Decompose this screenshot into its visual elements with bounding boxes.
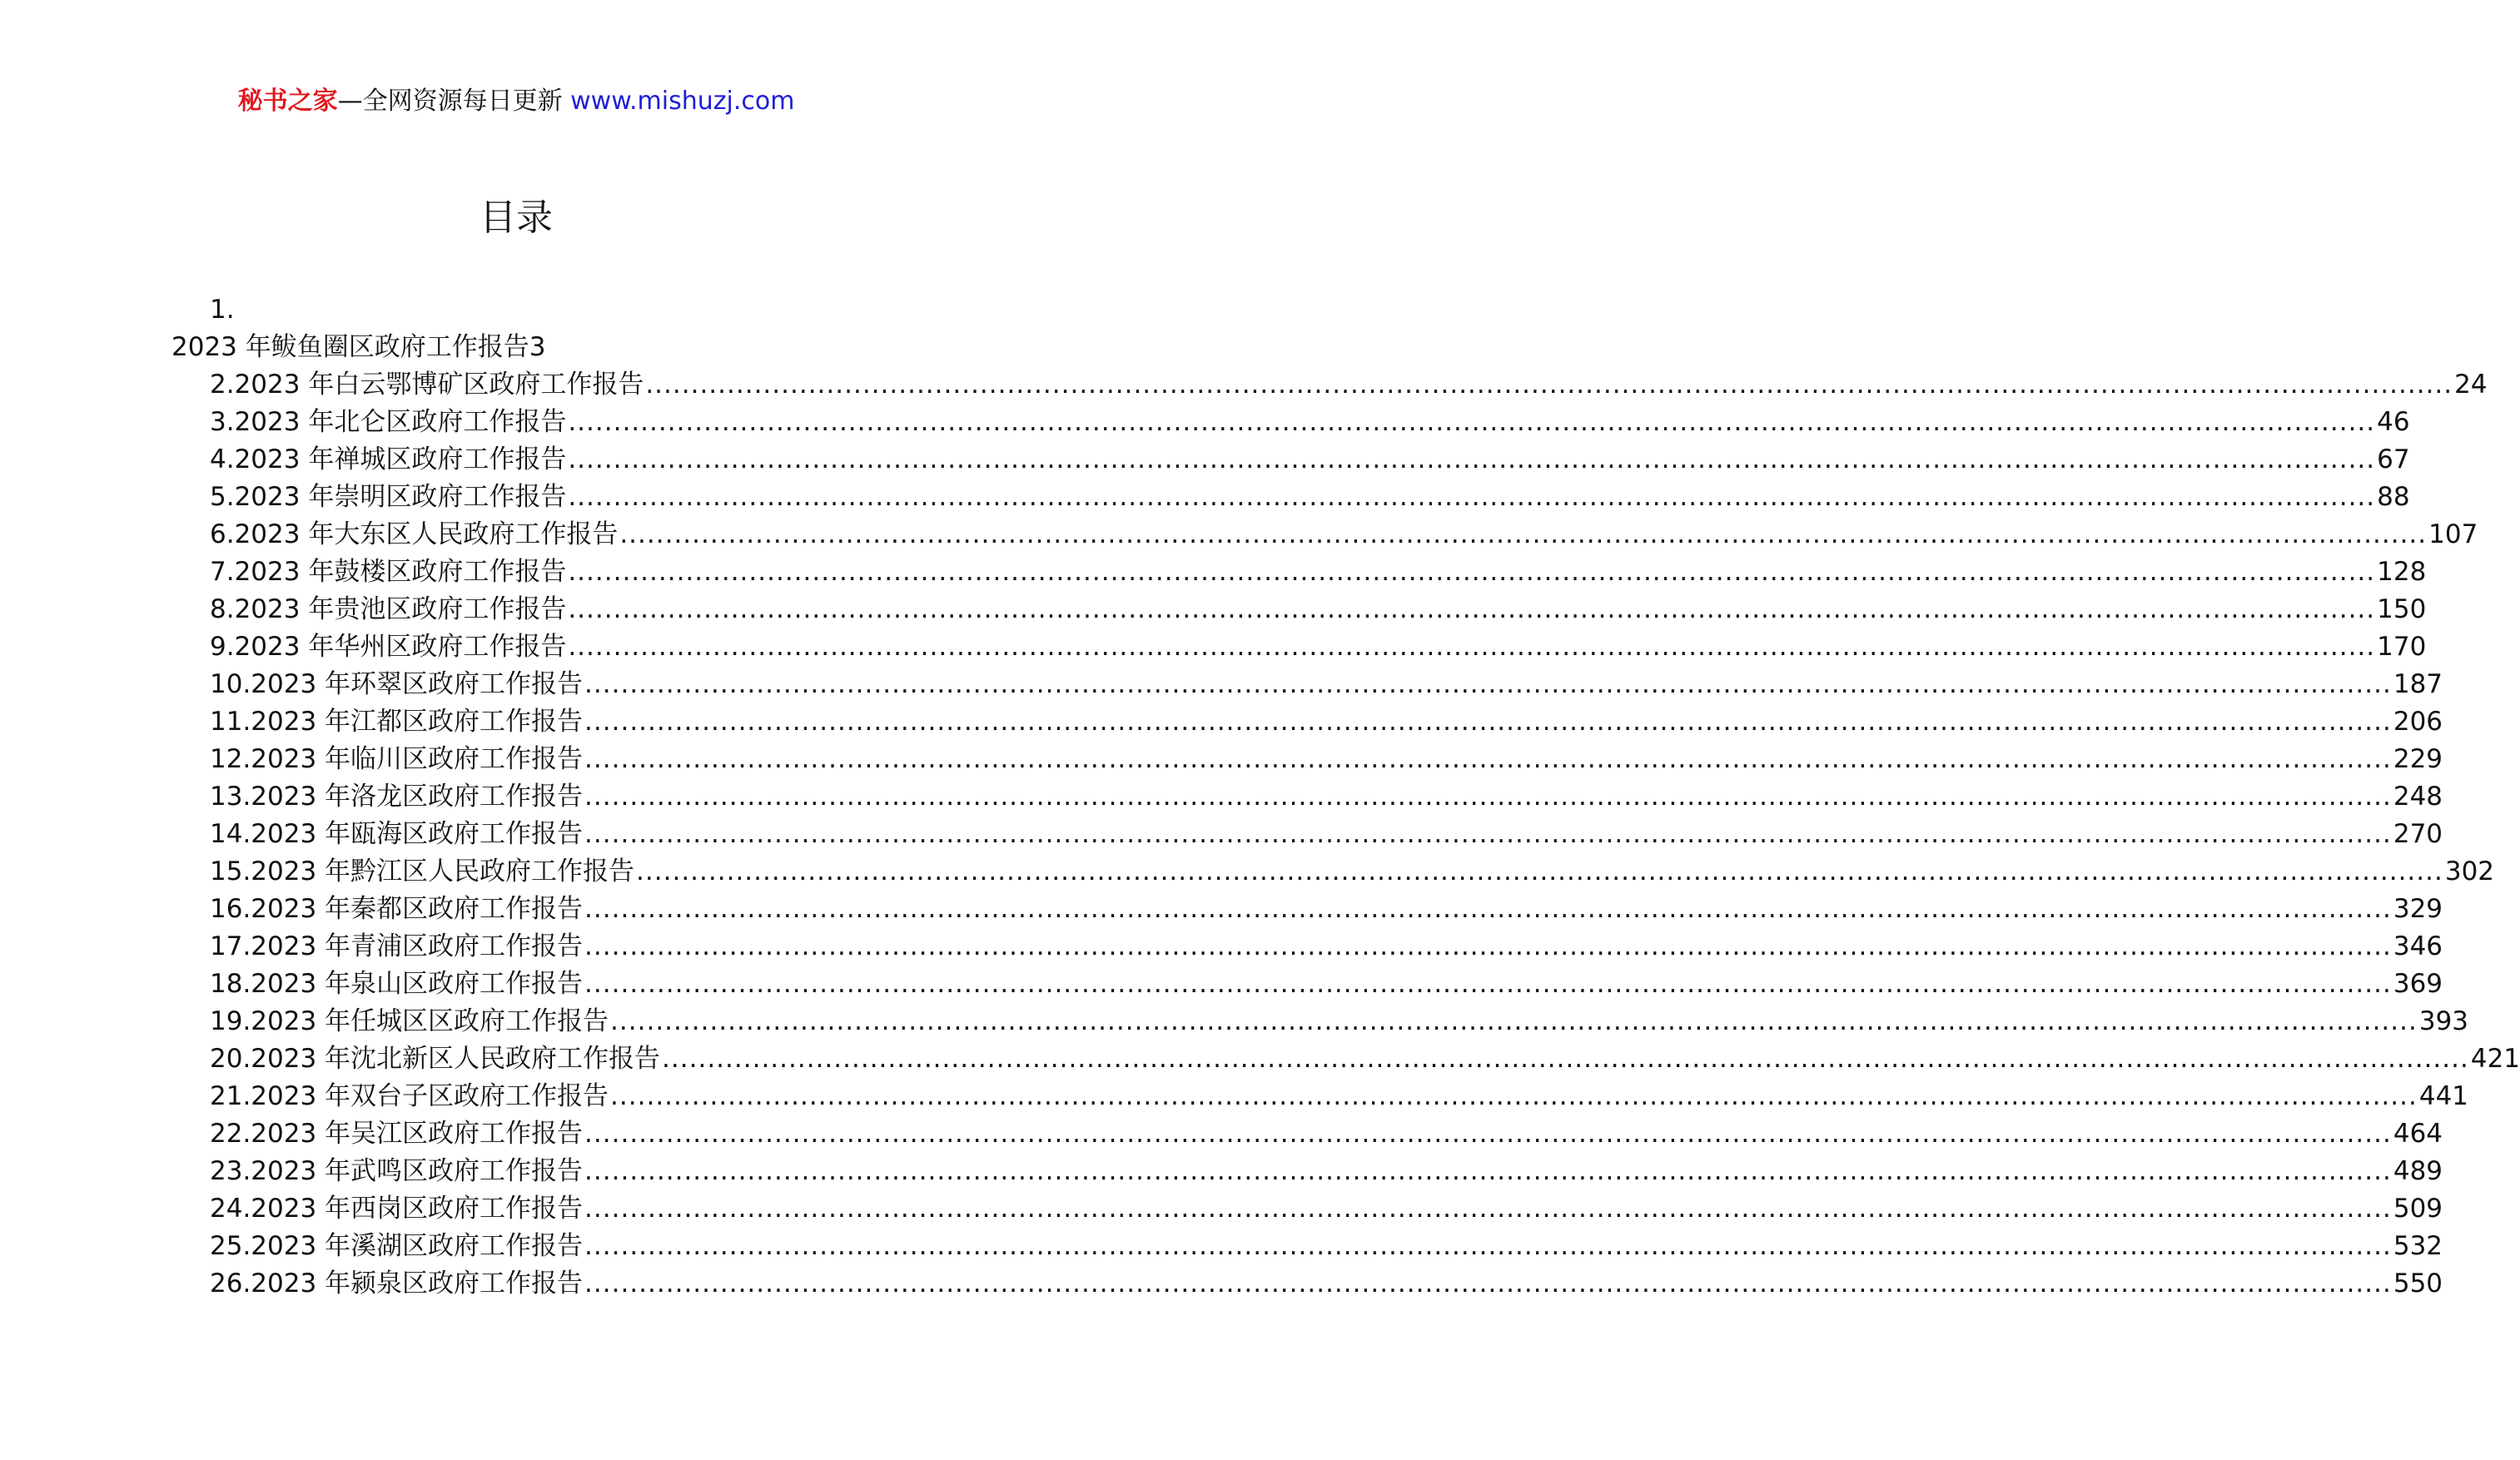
toc-entry[interactable] bbox=[210, 480, 2410, 518]
toc-dot-leader: ........................................................................................................................................................................................................ bbox=[584, 969, 2392, 999]
toc-entry[interactable] bbox=[210, 855, 2495, 892]
toc-entry-label: 5.2023 年崇明区政府工作报告 bbox=[210, 482, 567, 512]
toc-first-entry-text[interactable]: 2023 年鲅鱼圈区政府工作报告3 bbox=[171, 332, 546, 362]
toc-entry-label: 4.2023 年禅城区政府工作报告 bbox=[210, 444, 567, 474]
toc-entry-label: 24.2023 年西岗区政府工作报告 bbox=[210, 1194, 584, 1224]
toc-dot-leader: ........................................................................................................................................................................................................ bbox=[584, 1194, 2392, 1224]
toc-dot-leader: ........................................................................................................................................................................................................ bbox=[584, 894, 2392, 924]
toc-dot-leader: ........................................................................................................................................................................................................ bbox=[645, 370, 2453, 400]
toc-dot-leader: ........................................................................................................................................................................................................ bbox=[568, 444, 2376, 474]
toc-entry[interactable] bbox=[210, 1117, 2443, 1155]
toc-entry-label: 2.2023 年白云鄂博矿区政府工作报告 bbox=[210, 370, 644, 400]
toc-entry[interactable] bbox=[210, 1267, 2443, 1304]
toc-dot-leader: ........................................................................................................................................................................................................ bbox=[610, 1006, 2418, 1036]
toc-entry[interactable] bbox=[210, 742, 2443, 780]
toc-entry-page-number: 421 bbox=[2470, 1044, 2520, 1074]
toc-entry-page-number: 464 bbox=[2393, 1119, 2443, 1149]
toc-entry-page-number: 46 bbox=[2377, 407, 2410, 437]
toc-entry-label: 13.2023 年洛龙区政府工作报告 bbox=[210, 782, 584, 812]
toc-entry-page-number: 170 bbox=[2377, 632, 2427, 662]
toc-entry-label: 8.2023 年贵池区政府工作报告 bbox=[210, 594, 567, 624]
toc-dot-leader: ........................................................................................................................................................................................................ bbox=[568, 482, 2376, 512]
toc-entry-label: 17.2023 年青浦区政府工作报告 bbox=[210, 931, 584, 961]
toc-entry-page-number: 441 bbox=[2418, 1081, 2469, 1111]
toc-entry[interactable] bbox=[210, 1155, 2443, 1192]
toc-dot-leader: ........................................................................................................................................................................................................ bbox=[619, 519, 2428, 549]
toc-entry-label: 22.2023 年吴江区政府工作报告 bbox=[210, 1119, 584, 1149]
toc-entry-page-number: 206 bbox=[2393, 707, 2443, 737]
toc-dot-leader: ........................................................................................................................................................................................................ bbox=[584, 1156, 2392, 1186]
toc-entry-label: 7.2023 年鼓楼区政府工作报告 bbox=[210, 557, 567, 587]
toc-entry-label: 21.2023 年双台子区政府工作报告 bbox=[210, 1081, 609, 1111]
toc-dot-leader: ........................................................................................................................................................................................................ bbox=[584, 669, 2392, 699]
site-url-link[interactable]: www.mishuzj.com bbox=[570, 87, 795, 116]
toc-dot-leader: ........................................................................................................................................................................................................ bbox=[584, 819, 2392, 849]
toc-entry[interactable] bbox=[210, 593, 2427, 630]
page-title: 目录 bbox=[480, 196, 553, 239]
toc-first-entry-number[interactable]: 1. bbox=[210, 295, 235, 325]
toc-entry-page-number: 67 bbox=[2377, 444, 2410, 474]
toc-entry-label: 16.2023 年秦都区政府工作报告 bbox=[210, 894, 584, 924]
toc-dot-leader: ........................................................................................................................................................................................................ bbox=[584, 782, 2392, 812]
toc-dot-leader: ........................................................................................................................................................................................................ bbox=[568, 632, 2376, 662]
toc-entry[interactable] bbox=[210, 1005, 2469, 1042]
toc-entry[interactable] bbox=[210, 817, 2443, 855]
toc-entry-label: 12.2023 年临川区政府工作报告 bbox=[210, 744, 584, 774]
toc-entry-label: 9.2023 年华州区政府工作报告 bbox=[210, 632, 567, 662]
toc-entry-label: 10.2023 年环翠区政府工作报告 bbox=[210, 669, 584, 699]
toc-entry-label: 18.2023 年泉山区政府工作报告 bbox=[210, 969, 584, 999]
toc-entry[interactable] bbox=[210, 443, 2410, 480]
toc-entry-page-number: 88 bbox=[2377, 482, 2410, 512]
toc-entry-label: 15.2023 年黔江区人民政府工作报告 bbox=[210, 857, 635, 886]
toc-dot-leader: ........................................................................................................................................................................................................ bbox=[662, 1044, 2469, 1074]
toc-entry-page-number: 532 bbox=[2393, 1231, 2443, 1261]
toc-entry-label: 11.2023 年江都区政府工作报告 bbox=[210, 707, 584, 737]
toc-dot-leader: ........................................................................................................................................................................................................ bbox=[584, 1119, 2392, 1149]
toc-entry-label: 6.2023 年大东区人民政府工作报告 bbox=[210, 519, 619, 549]
table-of-contents bbox=[210, 368, 2520, 1304]
toc-entry-label: 23.2023 年武鸣区政府工作报告 bbox=[210, 1156, 584, 1186]
toc-entry[interactable] bbox=[210, 368, 2488, 405]
toc-entry[interactable] bbox=[210, 630, 2427, 668]
toc-dot-leader: ........................................................................................................................................................................................................ bbox=[584, 1269, 2392, 1299]
toc-entry-page-number: 329 bbox=[2393, 894, 2443, 924]
toc-dot-leader: ........................................................................................................................................................................................................ bbox=[568, 557, 2376, 587]
toc-entry-page-number: 393 bbox=[2418, 1006, 2469, 1036]
toc-entry[interactable] bbox=[210, 930, 2443, 967]
toc-entry[interactable] bbox=[210, 967, 2443, 1005]
toc-entry[interactable] bbox=[210, 705, 2443, 742]
toc-dot-leader: ........................................................................................................................................................................................................ bbox=[584, 707, 2392, 737]
toc-entry[interactable] bbox=[210, 780, 2443, 817]
toc-entry-label: 25.2023 年溪湖区政府工作报告 bbox=[210, 1231, 584, 1261]
toc-entry[interactable] bbox=[210, 518, 2478, 555]
toc-dot-leader: ........................................................................................................................................................................................................ bbox=[584, 744, 2392, 774]
toc-entry[interactable] bbox=[210, 405, 2410, 443]
toc-entry-page-number: 346 bbox=[2393, 931, 2443, 961]
toc-entry[interactable] bbox=[210, 1192, 2443, 1229]
toc-entry-label: 19.2023 年任城区区政府工作报告 bbox=[210, 1006, 609, 1036]
toc-entry[interactable] bbox=[210, 1042, 2520, 1080]
toc-entry-label: 3.2023 年北仑区政府工作报告 bbox=[210, 407, 567, 437]
toc-entry[interactable] bbox=[210, 892, 2443, 930]
toc-dot-leader: ........................................................................................................................................................................................................ bbox=[610, 1081, 2418, 1111]
toc-entry-page-number: 107 bbox=[2428, 519, 2478, 549]
toc-entry-page-number: 550 bbox=[2393, 1269, 2443, 1299]
brand-name: 秘书之家 bbox=[237, 87, 338, 116]
toc-entry-page-number: 369 bbox=[2393, 969, 2443, 999]
toc-entry-page-number: 150 bbox=[2377, 594, 2427, 624]
toc-entry-label: 26.2023 年颍泉区政府工作报告 bbox=[210, 1269, 584, 1299]
toc-entry[interactable] bbox=[210, 1229, 2443, 1267]
toc-entry-label: 20.2023 年沈北新区人民政府工作报告 bbox=[210, 1044, 661, 1074]
toc-entry[interactable] bbox=[210, 555, 2427, 593]
toc-entry-page-number: 489 bbox=[2393, 1156, 2443, 1186]
toc-entry-page-number: 229 bbox=[2393, 744, 2443, 774]
header-tagline: —全网资源每日更新 bbox=[337, 87, 563, 116]
toc-entry-page-number: 248 bbox=[2393, 782, 2443, 812]
toc-dot-leader: ........................................................................................................................................................................................................ bbox=[636, 857, 2443, 886]
toc-dot-leader: ........................................................................................................................................................................................................ bbox=[568, 594, 2376, 624]
toc-dot-leader: ........................................................................................................................................................................................................ bbox=[568, 407, 2376, 437]
toc-entry-page-number: 24 bbox=[2454, 370, 2488, 400]
toc-entry-page-number: 302 bbox=[2444, 857, 2495, 886]
toc-dot-leader: ........................................................................................................................................................................................................ bbox=[584, 1231, 2392, 1261]
toc-entry-page-number: 509 bbox=[2393, 1194, 2443, 1224]
toc-dot-leader: ........................................................................................................................................................................................................ bbox=[584, 931, 2392, 961]
toc-entry-label: 14.2023 年瓯海区政府工作报告 bbox=[210, 819, 584, 849]
toc-entry[interactable] bbox=[210, 1080, 2469, 1117]
toc-entry-page-number: 187 bbox=[2393, 669, 2443, 699]
toc-entry[interactable] bbox=[210, 668, 2443, 705]
page-header bbox=[0, 85, 1032, 118]
toc-entry-page-number: 270 bbox=[2393, 819, 2443, 849]
toc-entry-page-number: 128 bbox=[2377, 557, 2427, 587]
